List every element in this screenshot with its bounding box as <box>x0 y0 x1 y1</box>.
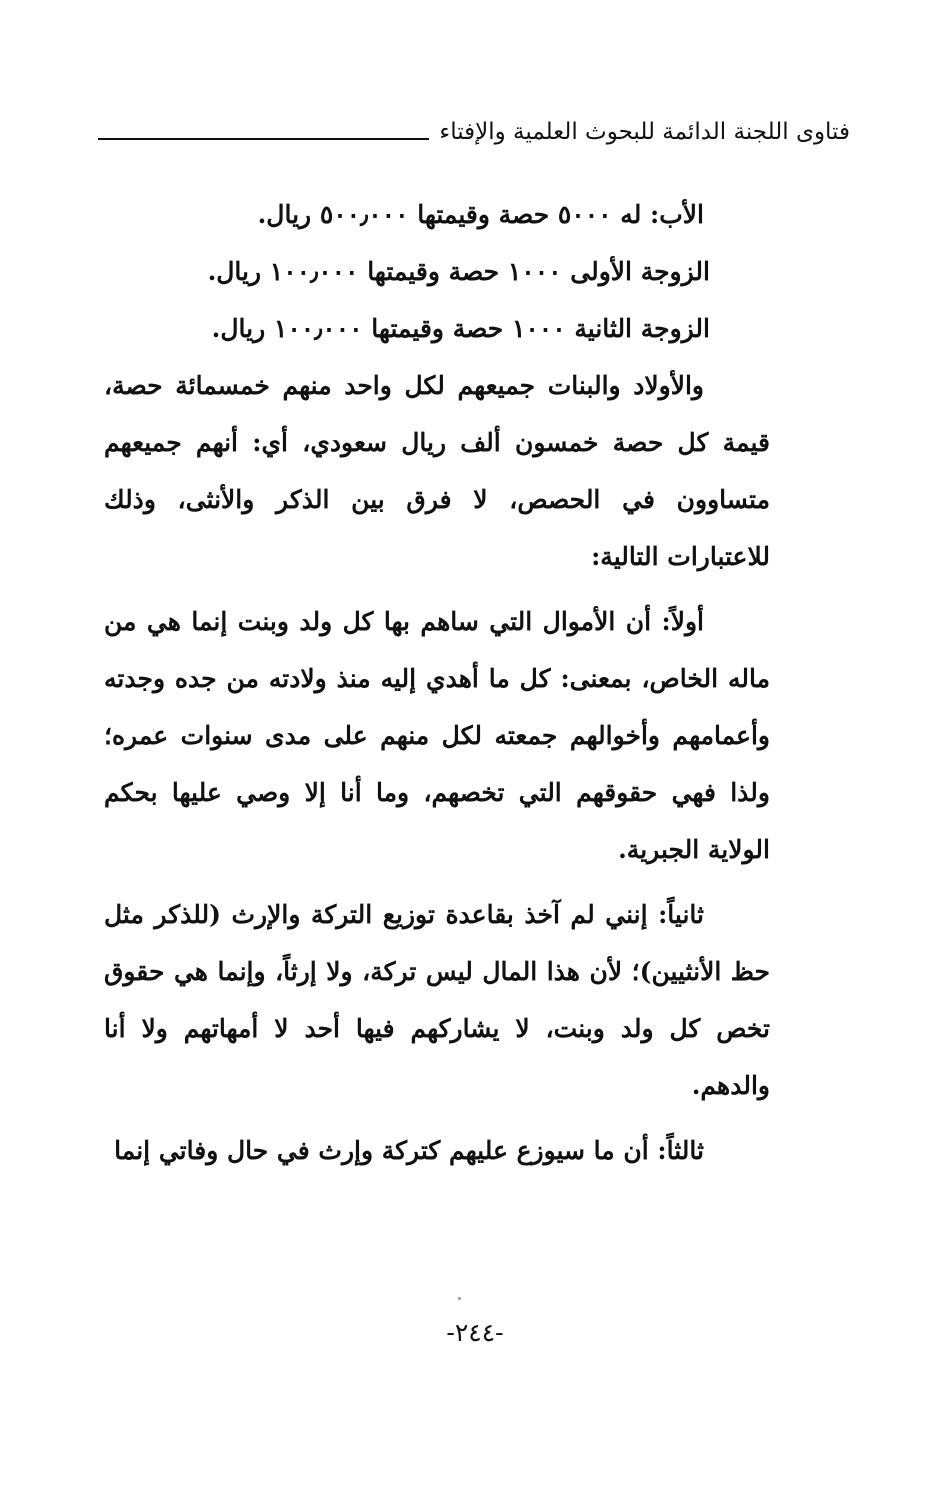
share-line-father: الأب: له ٥٠٠٠ حصة وقيمتها ٥٠٠٫٠٠٠ ريال. <box>257 200 704 229</box>
page-number: -٢٤٤- <box>446 1318 504 1347</box>
running-header <box>98 112 850 152</box>
share-line-second-wife: الزوجة الثانية ١٠٠٠ حصة وقيمتها ١٠٠٫٠٠٠ ريال. <box>211 314 710 343</box>
running-title: فتاوى اللجنة الدائمة للبحوث العلمية والإفتاء <box>439 119 850 145</box>
share-line-first-wife: الزوجة الأولى ١٠٠٠ حصة وقيمتها ١٠٠٫٠٠٠ ريال. <box>207 257 710 286</box>
header-rule <box>98 138 429 140</box>
paragraph-children: والأولاد والبنات جميعهم لكل واحد منهم خمسمائة حصة، قيمة كل حصة خمسون ألف ريال سعودي، أي: أنهم جميعهم متساوون في الحصص، لا فرق بين الذكر والأنثى، وذلك للاعتبارات التالية: <box>104 371 770 571</box>
page-body <box>104 186 770 1187</box>
print-dot <box>458 1297 461 1300</box>
paragraph-second-reason: ثانياً: إنني لم آخذ بقاعدة توزيع التركة والإرث (للذكر مثل حظ الأنثيين)؛ لأن هذا المال ليس تركة، ولا إرثاً، وإنما هي حقوق تخص كل ولد وبنت، لا يشاركهم فيها أحد لا أمهاتهم ولا أنا والدهم. <box>104 900 770 1100</box>
paragraph-third-reason: ثالثاً: أن ما سيوزع عليهم كتركة وإرث في حال وفاتي إنما <box>114 1136 704 1165</box>
paragraph-first-reason: أولاً: أن الأموال التي ساهم بها كل ولد وبنت إنما هي من ماله الخاص، بمعنى: كل ما أهدي إليه منذ ولادته من جده وجدته وأعمامهم وأخوالهم جمعته لكل منهم على مدى سنوات عمره؛ ولذا فهي حقوقهم التي تخصهم، وما أنا إلا وصي عليها بحكم الولاية الجبرية. <box>104 607 770 864</box>
